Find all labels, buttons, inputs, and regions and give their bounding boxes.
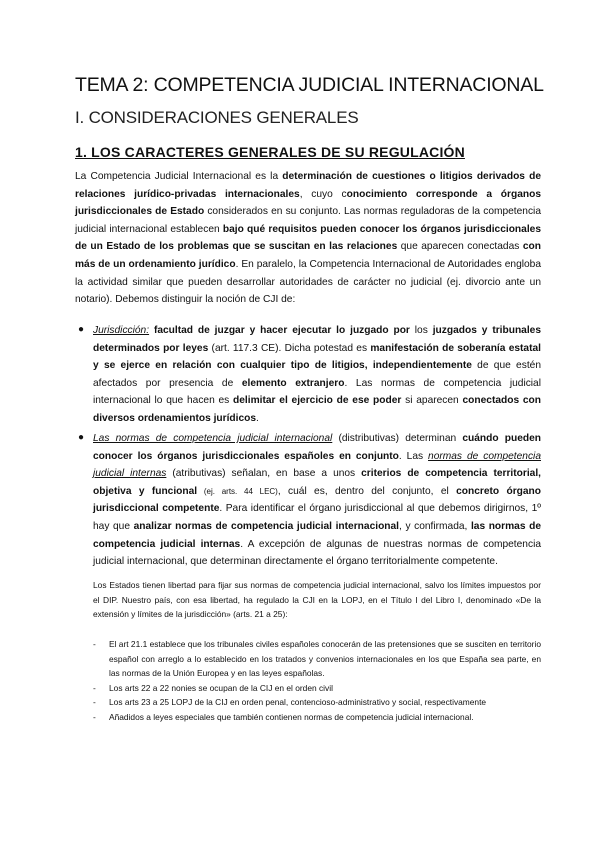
bullet-bold: elemento extranjero [241, 377, 345, 389]
intro-paragraph [75, 168, 541, 309]
bullet-marker: ● [78, 432, 85, 443]
intro-text: La Competencia Judicial Internacional es la [75, 171, 283, 182]
term-normas-cji: Las normas de competencia judicial internacional [93, 433, 333, 444]
bullet-text: . Para identificar el órgano jurisdiccional al que debemos dirigirnos, 1º hay que [93, 503, 542, 532]
bullet-bold: las normas de competencia judicial internas [93, 520, 541, 550]
list-item-text: Añadidos a leyes especiales que también contienen normas de competencia judicial internacional. [109, 711, 474, 722]
bullet-bold: concreto órgano jurisdiccional competente [93, 485, 541, 515]
bullet-text: (art. 117.3 CE). Dicha potestad es [208, 342, 371, 354]
bullet-bold: criterios de competencia territorial, objetiva y funcional [93, 468, 542, 497]
note-paragraph: Los Estados tienen libertad para fijar sus normas de competencia judicial internacional, salvo los límites impuestos por el DIP. Nuestro país, con esa libertad, ha regulado la CJI en la LOPJ, en el Título I del Libro I, denominado «De la extensión y límites de la jurisdicción» (arts. 21 a 25): [93, 580, 541, 620]
bullet-text: (distributivas) determinan [332, 433, 463, 444]
bullet-text: , cuál es, dentro del conjunto, el [277, 485, 457, 497]
list-item-text: Los arts 22 a 22 nonies se ocupan de la CIJ en el orden civil [109, 682, 333, 693]
dash-marker: - [93, 682, 96, 693]
intro-text: que aparecen conectadas [397, 241, 523, 253]
subsection-heading: 1. LOS CARACTERES GENERALES DE SU REGULACIÓN [75, 144, 465, 160]
dash-marker: - [93, 697, 96, 708]
bullet-normas [93, 430, 541, 571]
intro-bold: con más de un ordenamiento jurídico [75, 241, 541, 270]
list-item-text: Los arts 23 a 25 LOPJ de la CIJ en orden penal, contencioso-administrativo y social, respectivamente [109, 697, 487, 708]
bullet-bold: cuándo pueden conocer los órganos jurisdiccionales españoles en conjunto [93, 433, 541, 462]
bullet-bold: delimitar el ejercicio de ese poder [233, 395, 402, 407]
section-heading: I. CONSIDERACIONES GENERALES [75, 108, 359, 127]
list-item [93, 710, 541, 725]
bullet-text: . [256, 412, 259, 424]
bullet-small: (ej. arts. 44 LEC) [197, 486, 278, 496]
bullet-text: si aparecen [401, 395, 463, 407]
bullet-text: . Las [398, 450, 429, 462]
bullet-bold: manifestación de soberanía estatal y se ejerce en relación con cualquier tipo de litigios, independientemente [93, 342, 541, 372]
bullet-bold: analizar normas de competencia judicial internacional [133, 520, 400, 532]
bullet-bold: facultad de juzgar y hacer ejecutar lo juzgado por [149, 325, 410, 336]
list-item-text: El art 21.1 establece que los tribunales civiles españoles conocerán de las pretensiones que se susciten en territorio español con arreglo a lo establecido en los tratados y convenios internacionales en los que España sea parte, en las normas de la Unión Europea y en las leyes españolas. [109, 639, 541, 679]
document-title: TEMA 2: COMPETENCIA JUDICIAL INTERNACIONAL [75, 74, 544, 96]
bullet-text: los [409, 325, 433, 336]
bullet-bold: juzgados y tribunales determinados por leyes [93, 325, 541, 354]
note-list [93, 637, 541, 725]
list-item [93, 637, 541, 681]
list-item [93, 681, 541, 696]
bullet-text: (atributivas) señalan, en base a unos [166, 468, 362, 480]
bullet-text: , y confirmada, [399, 520, 471, 532]
intro-text: , cuyo c [299, 188, 347, 200]
intro-bold: bajo qué requisitos pueden conocer los órganos jurisdiccionales de un Estado de los problemas que se suscitan en las relaciones [75, 223, 541, 253]
term-normas-internas: normas de competencia judicial internas [93, 450, 541, 480]
bullet-jurisdiccion [93, 322, 541, 428]
bullet-text: . A excepción de algunas de nuestras normas de competencia judicial internacional, que determinan directamente el órgano territorialmente competente. [93, 538, 541, 568]
intro-bold: onocimiento corresponde a órganos jurisdiccionales de Estado [75, 188, 541, 218]
bullet-marker: ● [78, 324, 85, 335]
dash-marker: - [93, 711, 96, 722]
dash-marker: - [93, 639, 96, 649]
intro-text: considerados en su conjunto. Las normas reguladoras de la competencia judicial internacional establecen [75, 206, 541, 235]
term-jurisdiccion: Jurisdicción: [93, 325, 150, 336]
intro-text: . En paralelo, la Competencia Internacional de Autoridades engloba la actividad similar que pueden desarrollar autoridades de carácter no judicial (ej. divorcio ante un notario). Debemos distinguir la noción de CJI de: [75, 258, 541, 306]
bullet-bold: conectados con diversos ordenamientos jurídicos [93, 395, 541, 424]
bullet-text: . Las normas de competencia judicial internacional lo que hacen es [93, 377, 541, 407]
list-item [93, 695, 541, 710]
intro-bold: determinación de cuestiones o litigios derivados de relaciones jurídico-privadas internacionales [75, 171, 541, 200]
bullet-text: de que estén afectados por presencia de [93, 360, 541, 389]
